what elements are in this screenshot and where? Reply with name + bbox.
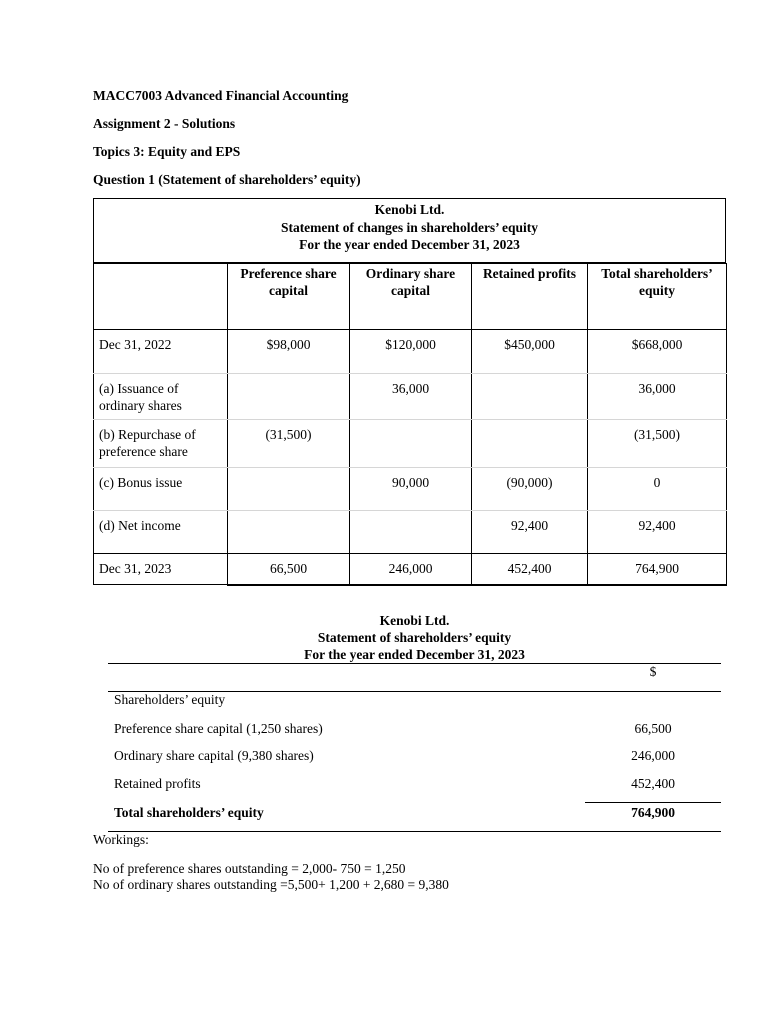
- cell-value: [228, 511, 350, 554]
- section-label: Shareholders’ equity: [114, 692, 226, 707]
- cell-value: [472, 420, 588, 468]
- cell-value: $98,000: [228, 330, 350, 374]
- cell-value: $668,000: [588, 330, 727, 374]
- table-row: [94, 468, 727, 511]
- changes-statement-heading: [93, 198, 726, 263]
- cell-value: 90,000: [350, 468, 472, 511]
- total-label: Total shareholders’ equity: [114, 805, 264, 820]
- row-label: (a) Issuance of ordinary shares: [94, 374, 228, 420]
- equity-row-value: 452,400: [631, 776, 675, 791]
- changes-statement-period: For the year ended December 31, 2023: [299, 237, 520, 252]
- total-value: 764,900: [631, 805, 675, 820]
- column-header: Retained profits: [472, 264, 588, 330]
- cell-value: 92,400: [472, 511, 588, 554]
- equity-statement-title: Statement of shareholders’ equity: [317, 630, 512, 645]
- workings-line: No of ordinary shares outstanding =5,500+ 1,200 + 2,680 = 9,380: [93, 877, 449, 892]
- cell-value: 92,400: [588, 511, 727, 554]
- column-header: Preference share capital: [228, 264, 350, 330]
- changes-statement-title: Statement of changes in shareholders’ equity: [280, 219, 539, 235]
- equity-row-value: 66,500: [634, 721, 672, 736]
- changes-in-equity-table: [93, 263, 727, 586]
- row-label: Dec 31, 2022: [94, 330, 228, 374]
- cell-value: 452,400: [472, 554, 588, 585]
- equity-row-label: Preference share capital (1,250 shares): [114, 721, 323, 736]
- equity-row-label: Ordinary share capital (9,380 shares): [114, 748, 314, 763]
- table-row: [94, 511, 727, 554]
- changes-company-name: Kenobi Ltd.: [374, 202, 445, 217]
- equity-row-label: Retained profits: [114, 776, 201, 791]
- cell-value: [228, 468, 350, 511]
- header-blank-cell: [94, 264, 228, 330]
- equity-row-value: 246,000: [631, 748, 675, 763]
- table-row: [94, 420, 727, 468]
- equity-company-name: Kenobi Ltd.: [379, 613, 450, 628]
- row-label: (c) Bonus issue: [94, 468, 228, 511]
- workings-heading: Workings:: [93, 832, 149, 847]
- divider: [108, 831, 721, 832]
- course-title: MACC7003 Advanced Financial Accounting: [93, 88, 349, 103]
- table-row: [94, 330, 727, 374]
- table-row: [94, 374, 727, 420]
- cell-value: (31,500): [228, 420, 350, 468]
- equity-statement-period: For the year ended December 31, 2023: [304, 647, 525, 662]
- assignment-title: Assignment 2 - Solutions: [93, 116, 236, 131]
- topic-title: Topics 3: Equity and EPS: [93, 144, 241, 159]
- cell-value: $120,000: [350, 330, 472, 374]
- cell-value: (31,500): [588, 420, 727, 468]
- table-row: [94, 554, 727, 585]
- column-header: Total shareholders’ equity: [588, 264, 727, 330]
- cell-value: 246,000: [350, 554, 472, 585]
- cell-value: [350, 420, 472, 468]
- cell-value: 764,900: [588, 554, 727, 585]
- question-title: Question 1 (Statement of shareholders’ equity): [93, 172, 361, 187]
- row-label: Dec 31, 2023: [94, 554, 228, 585]
- cell-value: [472, 374, 588, 420]
- cell-value: 66,500: [228, 554, 350, 585]
- cell-value: 0: [588, 468, 727, 511]
- row-label: (d) Net income: [94, 511, 228, 554]
- cell-value: 36,000: [588, 374, 727, 420]
- cell-value: 36,000: [350, 374, 472, 420]
- subtotal-rule: [585, 802, 721, 803]
- cell-value: [228, 374, 350, 420]
- currency-label: $: [649, 664, 657, 679]
- workings-line: No of preference shares outstanding = 2,000- 750 = 1,250: [93, 861, 406, 876]
- cell-value: [350, 511, 472, 554]
- cell-value: (90,000): [472, 468, 588, 511]
- table-header-row: [94, 264, 727, 330]
- row-label: (b) Repurchase of preference share: [94, 420, 228, 468]
- column-header: Ordinary share capital: [350, 264, 472, 330]
- cell-value: $450,000: [472, 330, 588, 374]
- equity-statement-heading: [108, 612, 721, 663]
